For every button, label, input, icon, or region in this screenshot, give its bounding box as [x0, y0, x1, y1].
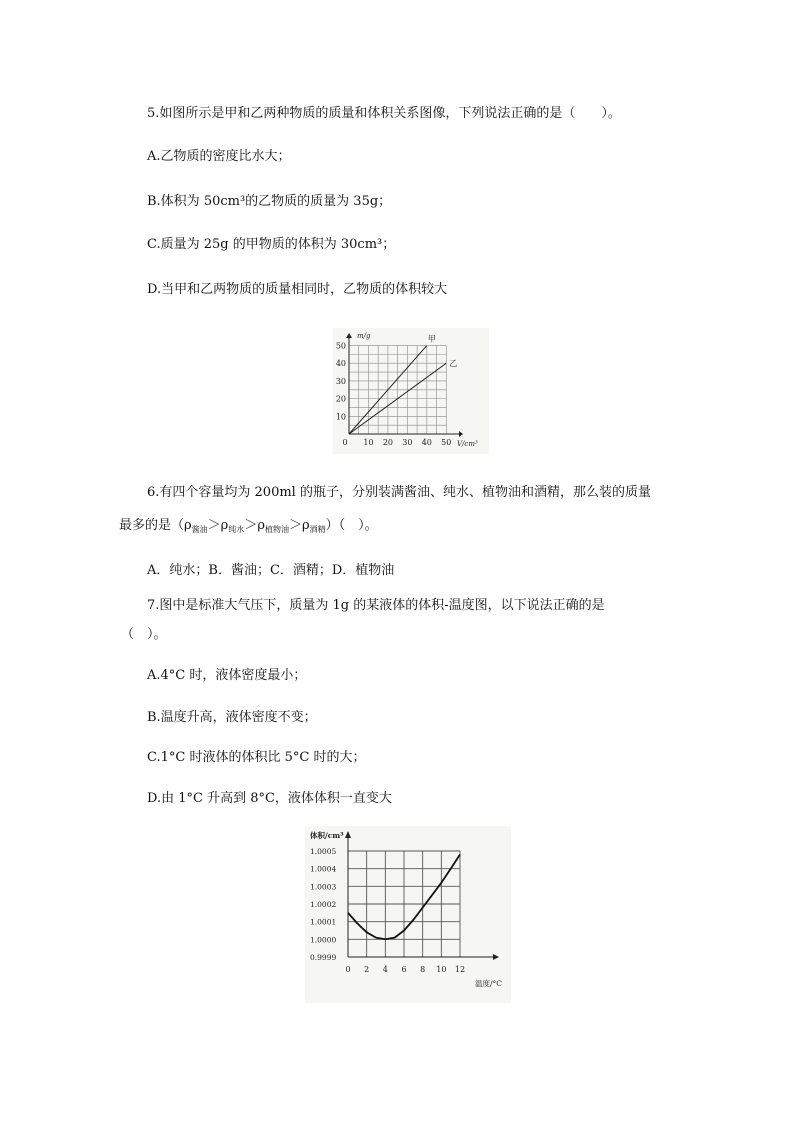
q5-option-b: B.体积为 50cm³的乙物质的质量为 35g；	[147, 194, 392, 209]
x-tick-label: 6	[401, 965, 407, 974]
series-label-jia: 甲	[427, 334, 436, 344]
x-axis-arrow	[459, 431, 463, 437]
q6-text-a: 最多的是（ρ	[119, 518, 192, 533]
q6-sub-alcohol: 酒精	[309, 525, 326, 534]
y-tick-label: 1.0002	[310, 900, 337, 909]
x-tick-label: 0	[342, 438, 348, 447]
q6-sub-soy-sauce: 酱油	[191, 525, 208, 534]
q6-text-b: ）（ ）。	[325, 518, 378, 533]
y-tick-label: 50	[335, 341, 346, 351]
q7-option-c: C.1°C 时液体的体积比 5°C 时的大；	[147, 750, 366, 765]
volume-temperature-figure	[305, 826, 511, 1003]
y-axis-arrow	[345, 831, 351, 838]
x-tick-label: 2	[364, 965, 370, 974]
y-tick-label: 40	[335, 359, 346, 369]
x-tick-label: 50	[441, 438, 452, 447]
x-axis-label: V/cm³	[457, 440, 478, 448]
y-tick-label: 10	[335, 412, 346, 422]
q7-stem-line2: （ ）。	[121, 627, 167, 642]
x-tick-label: 10	[363, 438, 374, 447]
x-tick-label: 0	[345, 965, 351, 974]
q6-gt-3: ＞ρ	[288, 518, 310, 533]
q6-gt-2: ＞ρ	[244, 518, 265, 533]
y-axis-arrow	[346, 333, 352, 338]
y-tick-label: 1.0000	[310, 935, 337, 945]
q5-option-d: D.当甲和乙两物质的质量相同时，乙物质的体积较大	[147, 282, 448, 297]
q5-option-c: C.质量为 25g 的甲物质的体积为 30cm³；	[147, 237, 396, 252]
x-tick-label: 4	[382, 965, 388, 974]
y-tick-label: 1.0004	[310, 864, 337, 874]
q7-option-d: D.由 1°C 升高到 8°C，液体体积一直变大	[147, 791, 392, 806]
y-axis-label: m/g	[357, 332, 371, 340]
x-tick-label: 30	[402, 438, 413, 447]
x-tick-label: 8	[420, 965, 426, 974]
q7-stem-line1: 7.图中是标准大气压下，质量为 1g 的某液体的体积-温度图，以下说法正确的是	[147, 598, 605, 613]
q7-option-b: B.温度升高，液体密度不变；	[147, 710, 317, 725]
mass-volume-chart	[333, 328, 489, 454]
q7-option-a: A.4°C 时，液体密度最小；	[147, 668, 307, 683]
q6-gt-1: ＞ρ	[207, 518, 229, 533]
y-axis-label: 体积/cm³	[310, 831, 344, 840]
x-tick-label: 40	[421, 438, 432, 447]
y-tick-label: 20	[335, 394, 346, 404]
q6-stem-line1: 6.有四个容量均为 200ml 的瓶子，分别装满酱油、纯水、植物油和酒精，那么装的质量	[147, 485, 651, 500]
q6-sub-vegetable-oil: 植物油	[264, 525, 289, 534]
volume-temperature-chart	[305, 826, 511, 1003]
y-tick-label: 1.0001	[310, 917, 337, 927]
x-axis-arrow	[493, 954, 499, 960]
series-label-yi: 乙	[449, 359, 458, 369]
mass-volume-figure	[333, 328, 489, 454]
q5-stem: 5.如图所示是甲和乙两种物质的质量和体积关系图像，下列说法正确的是（ ）。	[147, 106, 621, 121]
y-tick-label: 1.0005	[310, 847, 337, 856]
q6-options: A．纯水；B．酱油；C．酒精；D．植物油	[147, 563, 395, 578]
x-tick-label: 12	[454, 965, 466, 974]
x-axis-label: 温度/°C	[475, 979, 503, 988]
x-tick-label: 20	[382, 438, 394, 447]
y-tick-label: 0.9999	[310, 953, 337, 962]
q5-option-a: A.乙物质的密度比水大；	[147, 149, 291, 164]
q6-sub-water: 纯水	[228, 525, 245, 534]
x-tick-label: 10	[436, 965, 447, 974]
y-tick-label: 1.0003	[310, 882, 337, 892]
y-tick-label: 30	[335, 376, 346, 386]
q6-stem-line2	[119, 517, 378, 539]
